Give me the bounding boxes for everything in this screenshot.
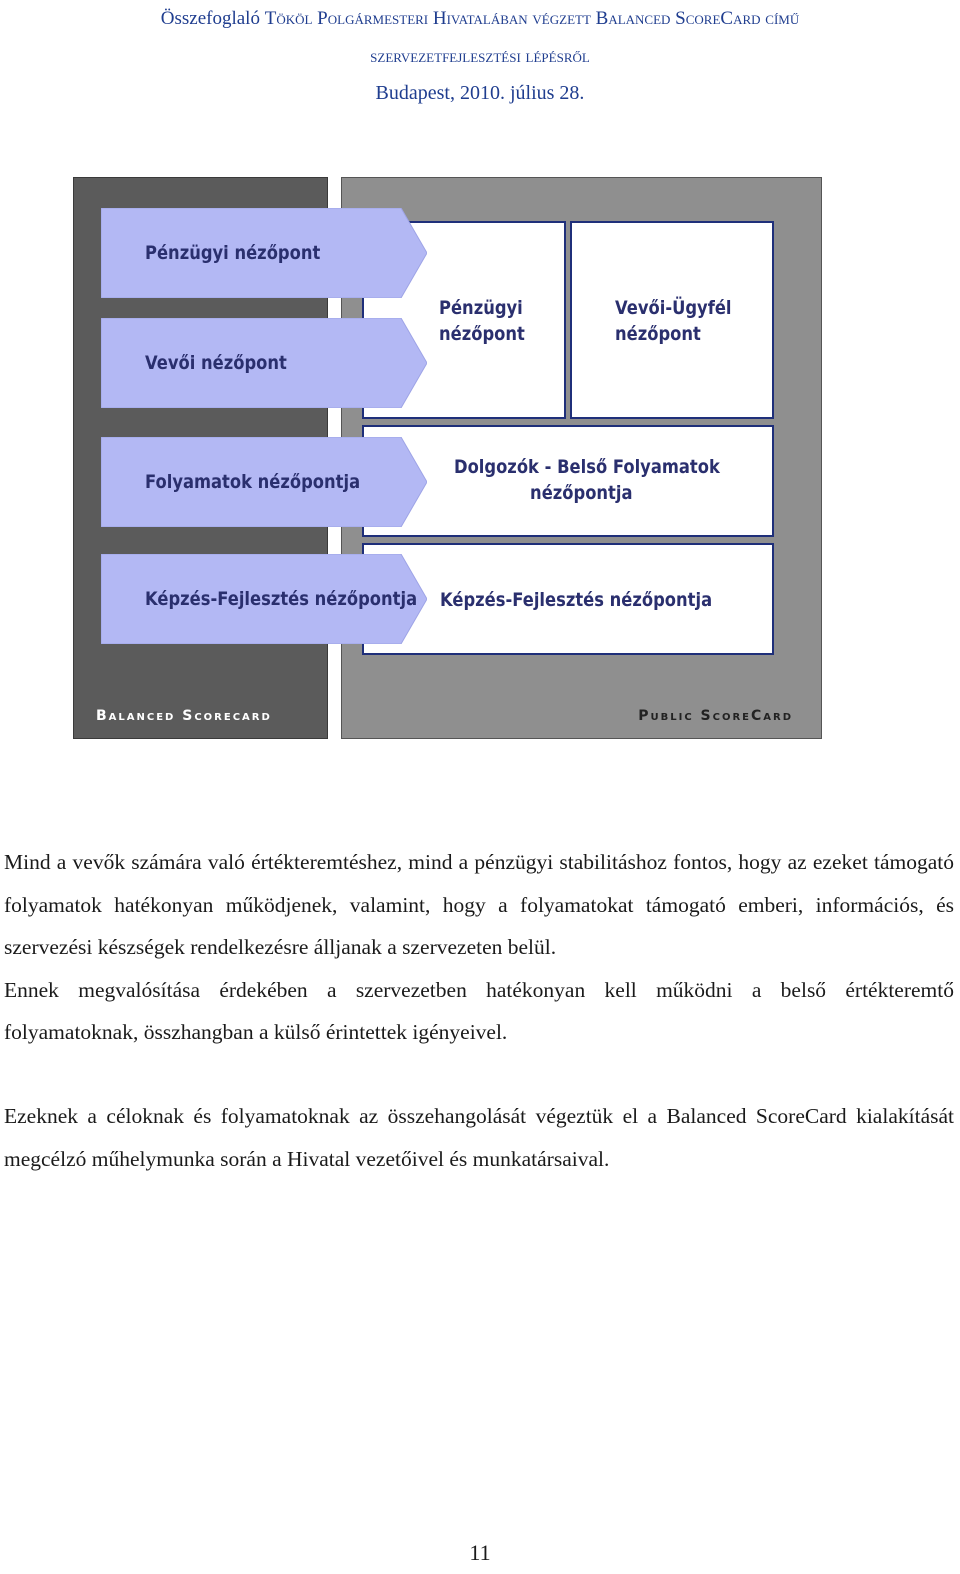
label-customer-line2: nézőpont xyxy=(615,323,701,345)
label-learning-box: Képzés-Fejlesztés nézőpontja xyxy=(440,589,713,611)
paragraph-1 xyxy=(4,841,954,1054)
arrow-process xyxy=(101,437,427,527)
label-internal-line2: nézőpontja xyxy=(530,482,633,504)
label-customer-box xyxy=(615,295,732,347)
paragraph-3-text: Ezeknek a céloknak és folyamatoknak az összehangolását végeztük el a Balanced ScoreCard kialakítását megcélzó műhelymunka során a Hivatal vezetőivel és munkatársaival. xyxy=(4,1104,954,1171)
arrow-label-process: Folyamatok nézőpontja xyxy=(145,471,361,493)
arrow-label-financial: Pénzügyi nézőpont xyxy=(145,242,321,264)
arrow-customer xyxy=(101,318,427,408)
scorecard-diagram xyxy=(73,177,822,739)
balanced-scorecard-title: Balanced Scorecard xyxy=(96,708,272,724)
header-place-date: Budapest, 2010. július 28. xyxy=(375,82,585,104)
paragraph-1-text: Mind a vevők számára való értékteremtéshez, mind a pénzügyi stabilitáshoz fontos, hogy az ezeket támogató folyamatok hatékonyan működjenek, valamint, hogy a folyamatokat támogató emberi, információs, és szervezési készségek rendelkezésre álljanak a szervezeten belül. xyxy=(4,850,954,959)
paragraph-2-text: Ennek megvalósítása érdekében a szervezetben hatékonyan kell működni a belső értékteremtő folyamatoknak, összhangban a külső érintettek igényeivel. xyxy=(4,977,954,1044)
label-internal-box xyxy=(454,454,720,506)
header-title-part1: Tököl Polgármesteri Hivatalában végzett Balanced ScoreCard című xyxy=(264,8,800,29)
label-financial-box xyxy=(439,295,525,347)
arrow-financial xyxy=(101,208,427,298)
header-title-part2: szervezetfejlesztési lépésről xyxy=(370,46,590,67)
header-prefix: Összefoglaló xyxy=(160,8,260,29)
paragraph-3 xyxy=(4,1095,954,1180)
label-financial-line1: Pénzügyi xyxy=(439,297,523,319)
arrow-label-customer: Vevői nézőpont xyxy=(145,352,287,374)
arrow-learning xyxy=(101,554,427,644)
label-internal-line1: Dolgozók - Belső Folyamatok xyxy=(454,456,720,478)
document-header-title xyxy=(0,8,960,30)
label-customer-line1: Vevői-Ügyfél xyxy=(615,297,732,319)
label-financial-line2: nézőpont xyxy=(439,323,525,345)
arrow-label-learning: Képzés-Fejlesztés nézőpontja xyxy=(145,588,418,610)
public-scorecard-title: Public ScoreCard xyxy=(638,708,793,724)
page-number: 11 xyxy=(469,1540,491,1565)
